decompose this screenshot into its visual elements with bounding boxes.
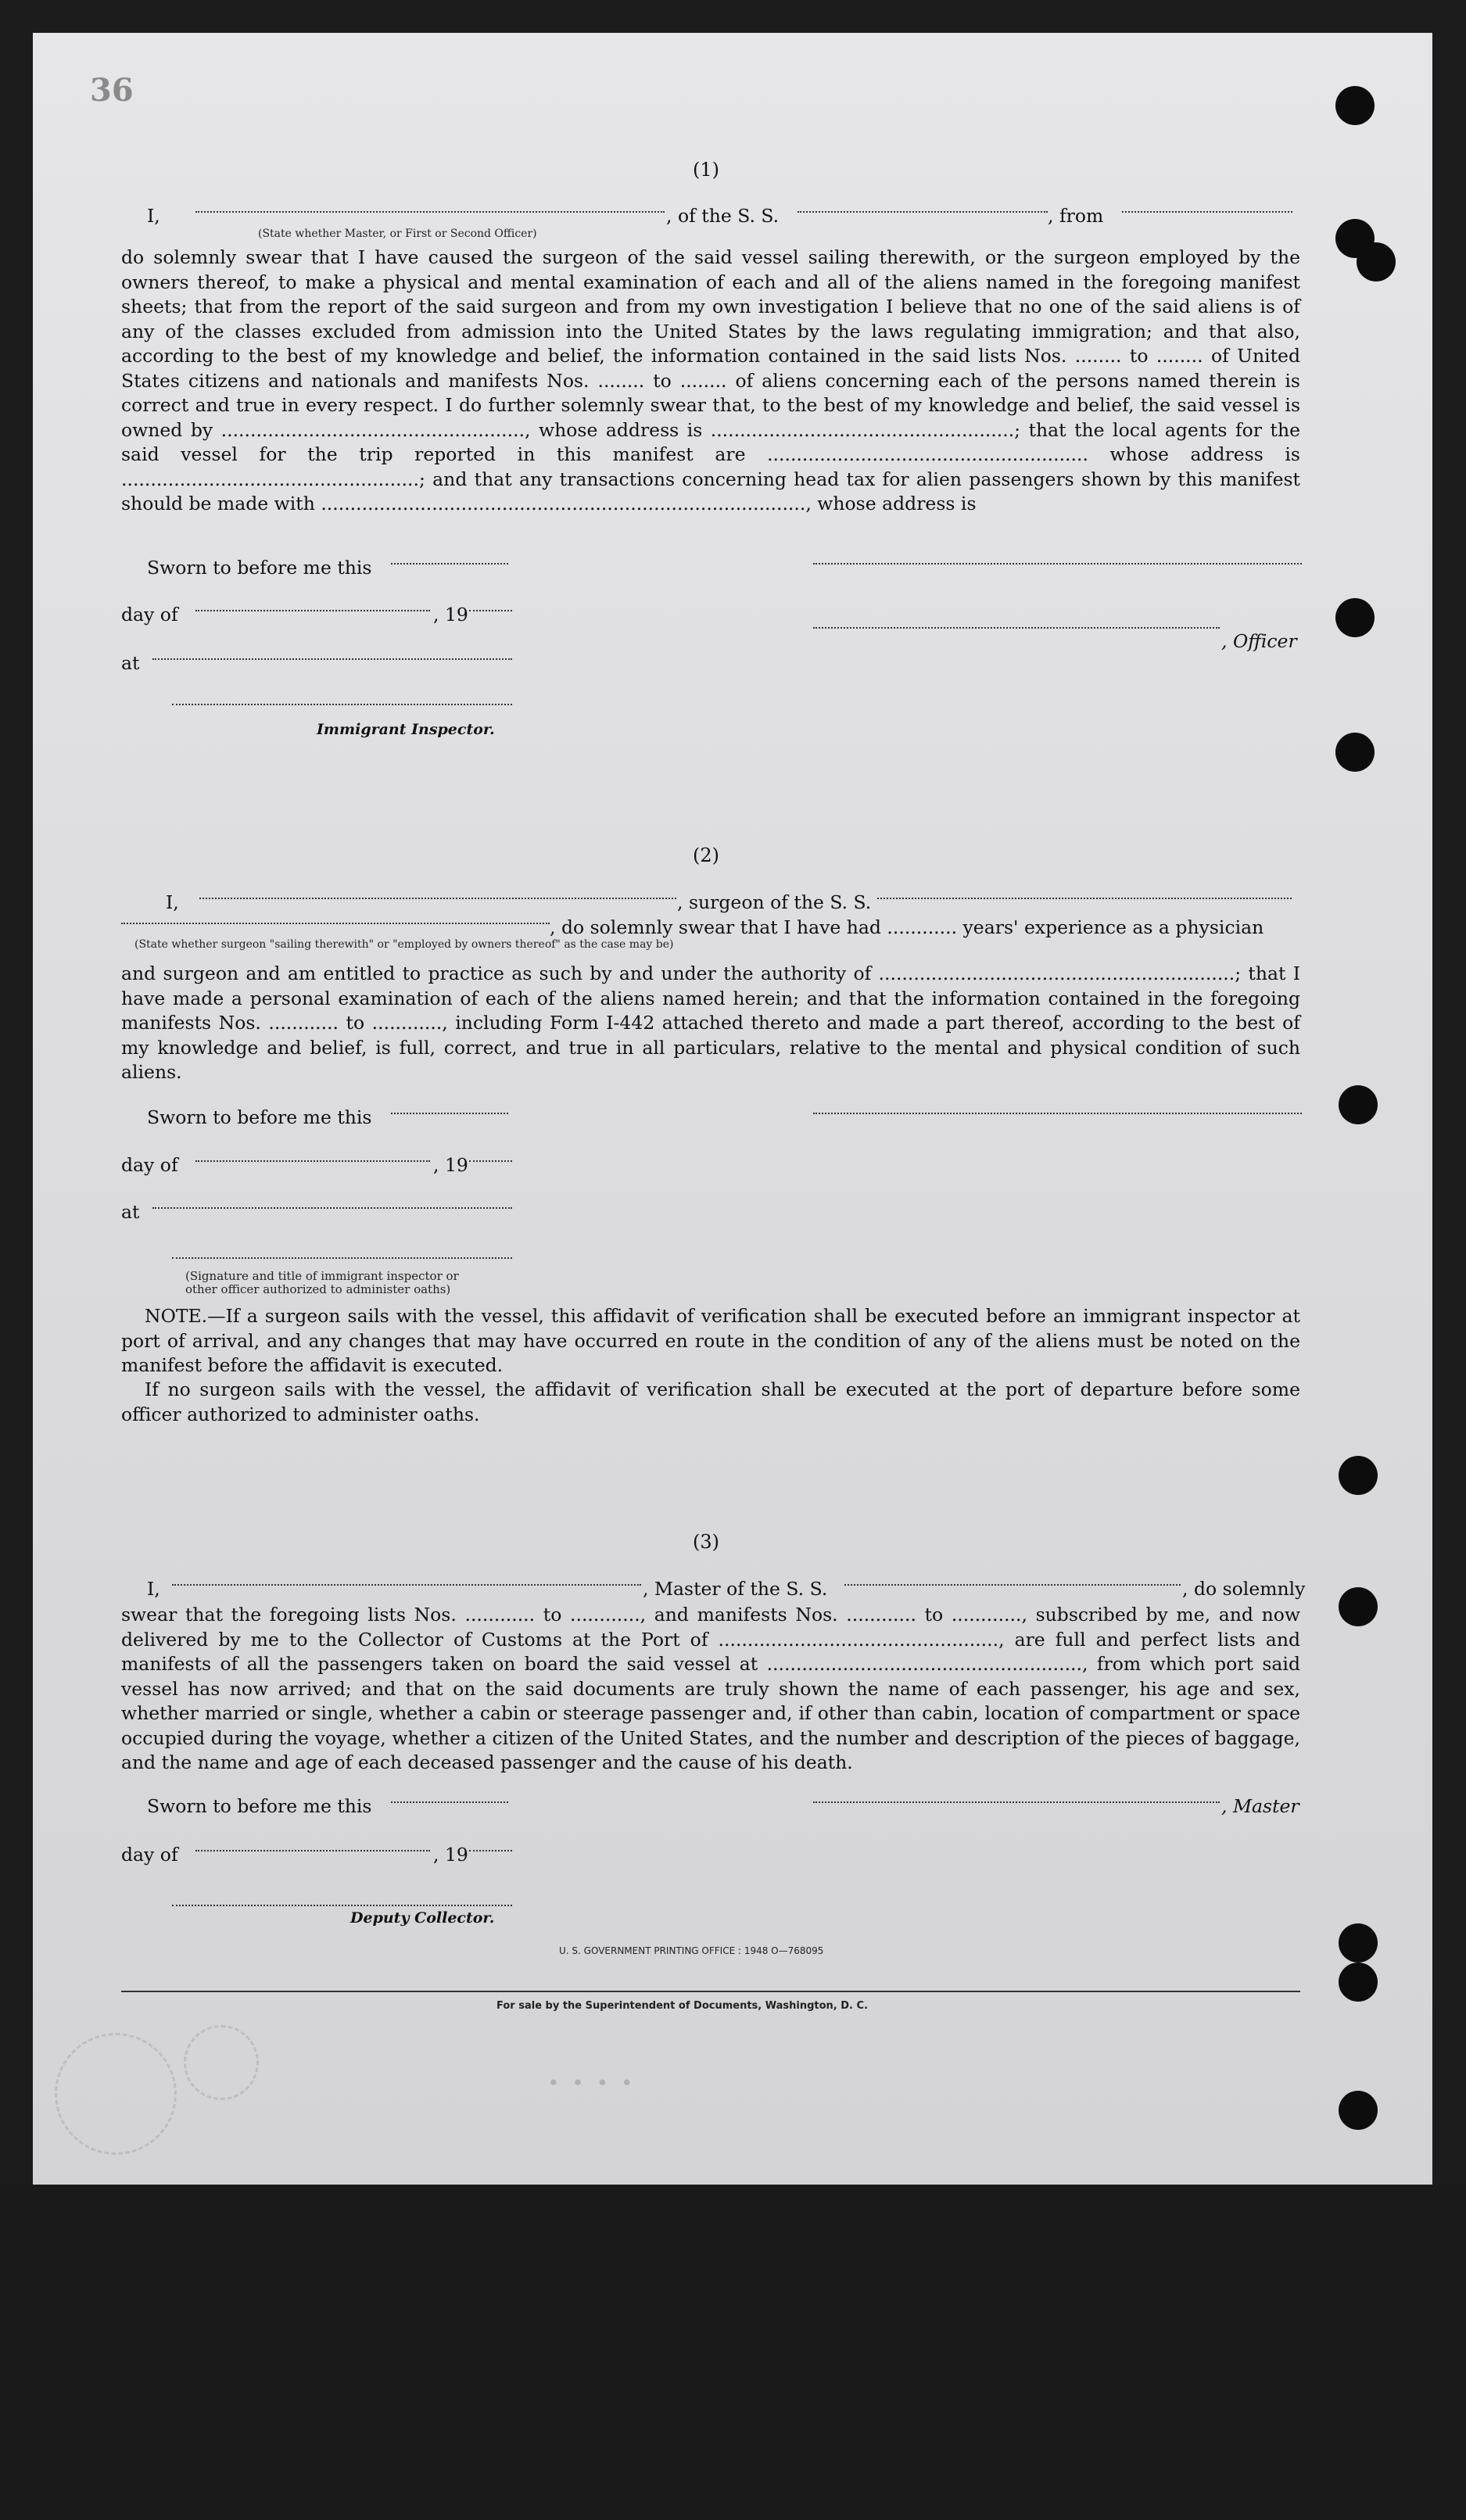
section-2-surgeon-note: (State whether surgeon "sailing therewith" or "employed by owners thereof" as the case may be) [134,938,674,951]
section-3-sworn-label: Sworn to before me this [147,1795,372,1817]
bleed-through-text: • • • • [547,2072,633,2095]
punch-hole [1357,242,1396,281]
section-2-sworn-blank [391,1111,508,1114]
section-2-oath-body: and surgeon and am entitled to practice as such by and under the authority of .............................................................; that I have made a personal examination of each of the aliens named herein; and that the information contained in the foregoing manifests Nos. ............ to ............, including Form I-442 attached thereto and made a part thereof, according to the best of my knowledge and belief, is full, correct, and true in all particulars, relative to the mental and physical condition of such aliens. [121,962,1300,1083]
section-3-day-label: day of [121,1844,178,1866]
officer-caption: , Officer [1221,630,1297,652]
section-1-day-label: day of [121,604,178,626]
officer-signature-blank [813,626,1220,629]
section-3-year-label: , 19 [433,1844,468,1866]
printing-office-imprint: U. S. GOVERNMENT PRINTING OFFICE : 1948 O—768095 [559,1945,824,1956]
punch-hole [1339,1085,1378,1124]
corner-page-number: 36 [90,72,134,109]
punch-hole [1339,1587,1378,1626]
bleed-through-stamp [55,2033,177,2155]
authorized-officer-signature-blank [172,1256,512,1259]
signature-caption-line-1: (Signature and title of immigrant inspector or [185,1269,459,1283]
section-2-note-no-surgeon: If no surgeon sails with the vessel, the affidavit of verification shall be executed at the port of departure before some officer authorized to administer oaths. [121,1378,1300,1425]
punch-hole [1339,1923,1378,1963]
section-2-note: NOTE.—If a surgeon sails with the vessel, this affidavit of verification shall be executed before an immigrant inspector at port of arrival, and any changes that may have occurred en route in the condition of any of the aliens must be noted on the manifest before the affidavit is executed. [121,1305,1300,1376]
section-1-opening-i: I, [147,205,160,227]
section-1-vessel-label: , of the S. S. [666,205,780,227]
inspector-caption: Immigrant Inspector. [317,721,495,738]
section-1-from-label: , from [1048,205,1104,227]
punch-hole [1339,1963,1378,2002]
section-1-at-blank [152,657,512,660]
section-2-opening-i: I, [166,891,179,913]
surgeon-status-blank [121,921,550,924]
punch-hole [1335,86,1375,125]
section-3-master-blank [172,1583,641,1586]
section-1-oath-body: do solemnly swear that I have caused the surgeon of the said vessel sailing therewith, or the surgeon employed by the owners thereof, to make a physical and mental examination of each and all of the aliens named in the foregoing manifest sheets; that from the report of the said surgeon and from my own investigation I believe that no one of the said aliens is of any of the classes excluded from admission into the United States by the laws regulating immigration; and that also, according to the best of my knowledge and belief, the information contained in the said lists Nos. ........ to ........ of United States citizens and nationals and manifests Nos. ........ to ........ of aliens concerning each of the persons named therein is correct and true in every respect. I do further solemnly swear that, to the best of my knowledge and belief, the said vessel is owned by ...................................................., whose address is ....................................................; that the local agents for the said vessel for the trip reported in this manifest are ....................................................... whose address is ...................................................; and that any transactions concerning head tax for alien passengers shown by this manifest should be made with ..................................................................................., whose address is [121,246,1300,514]
section-3-sworn-blank [391,1800,508,1803]
signature-caption-line-2: other officer authorized to administer oaths) [185,1282,451,1296]
section-1-year-label: , 19 [433,604,468,626]
section-1-day-blank [195,608,430,611]
from-port-blank [1122,210,1292,213]
section-1-sworn-blank [391,561,508,565]
section-2-at-blank [152,1206,512,1209]
section-2-sworn-label: Sworn to before me this [147,1106,372,1128]
vessel-name-blank [798,210,1048,213]
collector-caption: Deputy Collector. [350,1909,495,1927]
section-2-day-label: day of [121,1154,178,1176]
section-2-experience-line: , do solemnly swear that I have had ............ years' experience as a physician [550,916,1264,938]
section-2-at-label: at [121,1201,140,1223]
sale-notice: For sale by the Superintendent of Documents, Washington, D. C. [496,2000,869,2012]
section-3-master-label: , Master of the S. S. [643,1578,828,1600]
section-1-sworn-label: Sworn to before me this [147,557,372,579]
section-1-signature-blank [813,561,1302,565]
section-2-number: (2) [693,844,719,866]
surgeon-signature-blank [813,1111,1302,1114]
section-2-year-label: , 19 [433,1154,468,1176]
surgeon-name-blank [199,896,676,899]
section-3-opening-i: I, [147,1578,160,1600]
section-3-solemnly-label: , do solemnly [1182,1578,1306,1600]
section-3-oath-body: swear that the foregoing lists Nos. ............ to ............, and manifests Nos. ............ to ............, subscribed by me, and now delivered by me to the Collector of Customs at the Port of ................................................, are full and perfect lists and manifests of all the passengers taken on board the said vessel at ......................................................, from which port said vessel has now arrived; and that on the said documents are truly shown the name of each passenger, his age and sex, whether married or single, whether a cabin or steerage passenger and, if other than cabin, location of compartment or space occupied during the voyage, whether a citizen of the United States, and the number and description of the pieces of baggage, and the name and age of each deceased passenger and the cause of his death. [121,1604,1300,1773]
section-1-officer-note: (State whether Master, or First or Second Officer) [258,228,537,240]
section-1-year-blank [469,608,512,611]
section-2-year-blank [469,1159,512,1162]
section-3-master-signature-blank [813,1800,1220,1803]
section-2-surgeon-label: , surgeon of the S. S. [677,891,872,913]
section-2-vessel-blank [877,896,1292,899]
section-1-at-label: at [121,652,140,674]
punch-hole [1339,1456,1378,1495]
bleed-through-stamp [184,2025,259,2100]
section-3-master-caption: , Master [1221,1795,1299,1817]
section-3-number: (3) [693,1531,719,1553]
master-name-blank [195,210,665,213]
punch-hole [1335,598,1375,637]
section-3-vessel-blank [844,1583,1181,1586]
punch-hole [1335,733,1375,772]
section-3-year-blank [469,1848,512,1851]
inspector-signature-blank [172,702,512,705]
section-1-number: (1) [693,159,719,181]
section-2-day-blank [195,1159,430,1162]
punch-hole [1339,2091,1378,2130]
scan-background [0,2185,1466,2520]
collector-signature-blank [172,1903,512,1906]
section-3-day-blank [195,1848,430,1851]
footer-rule [121,1991,1300,1992]
